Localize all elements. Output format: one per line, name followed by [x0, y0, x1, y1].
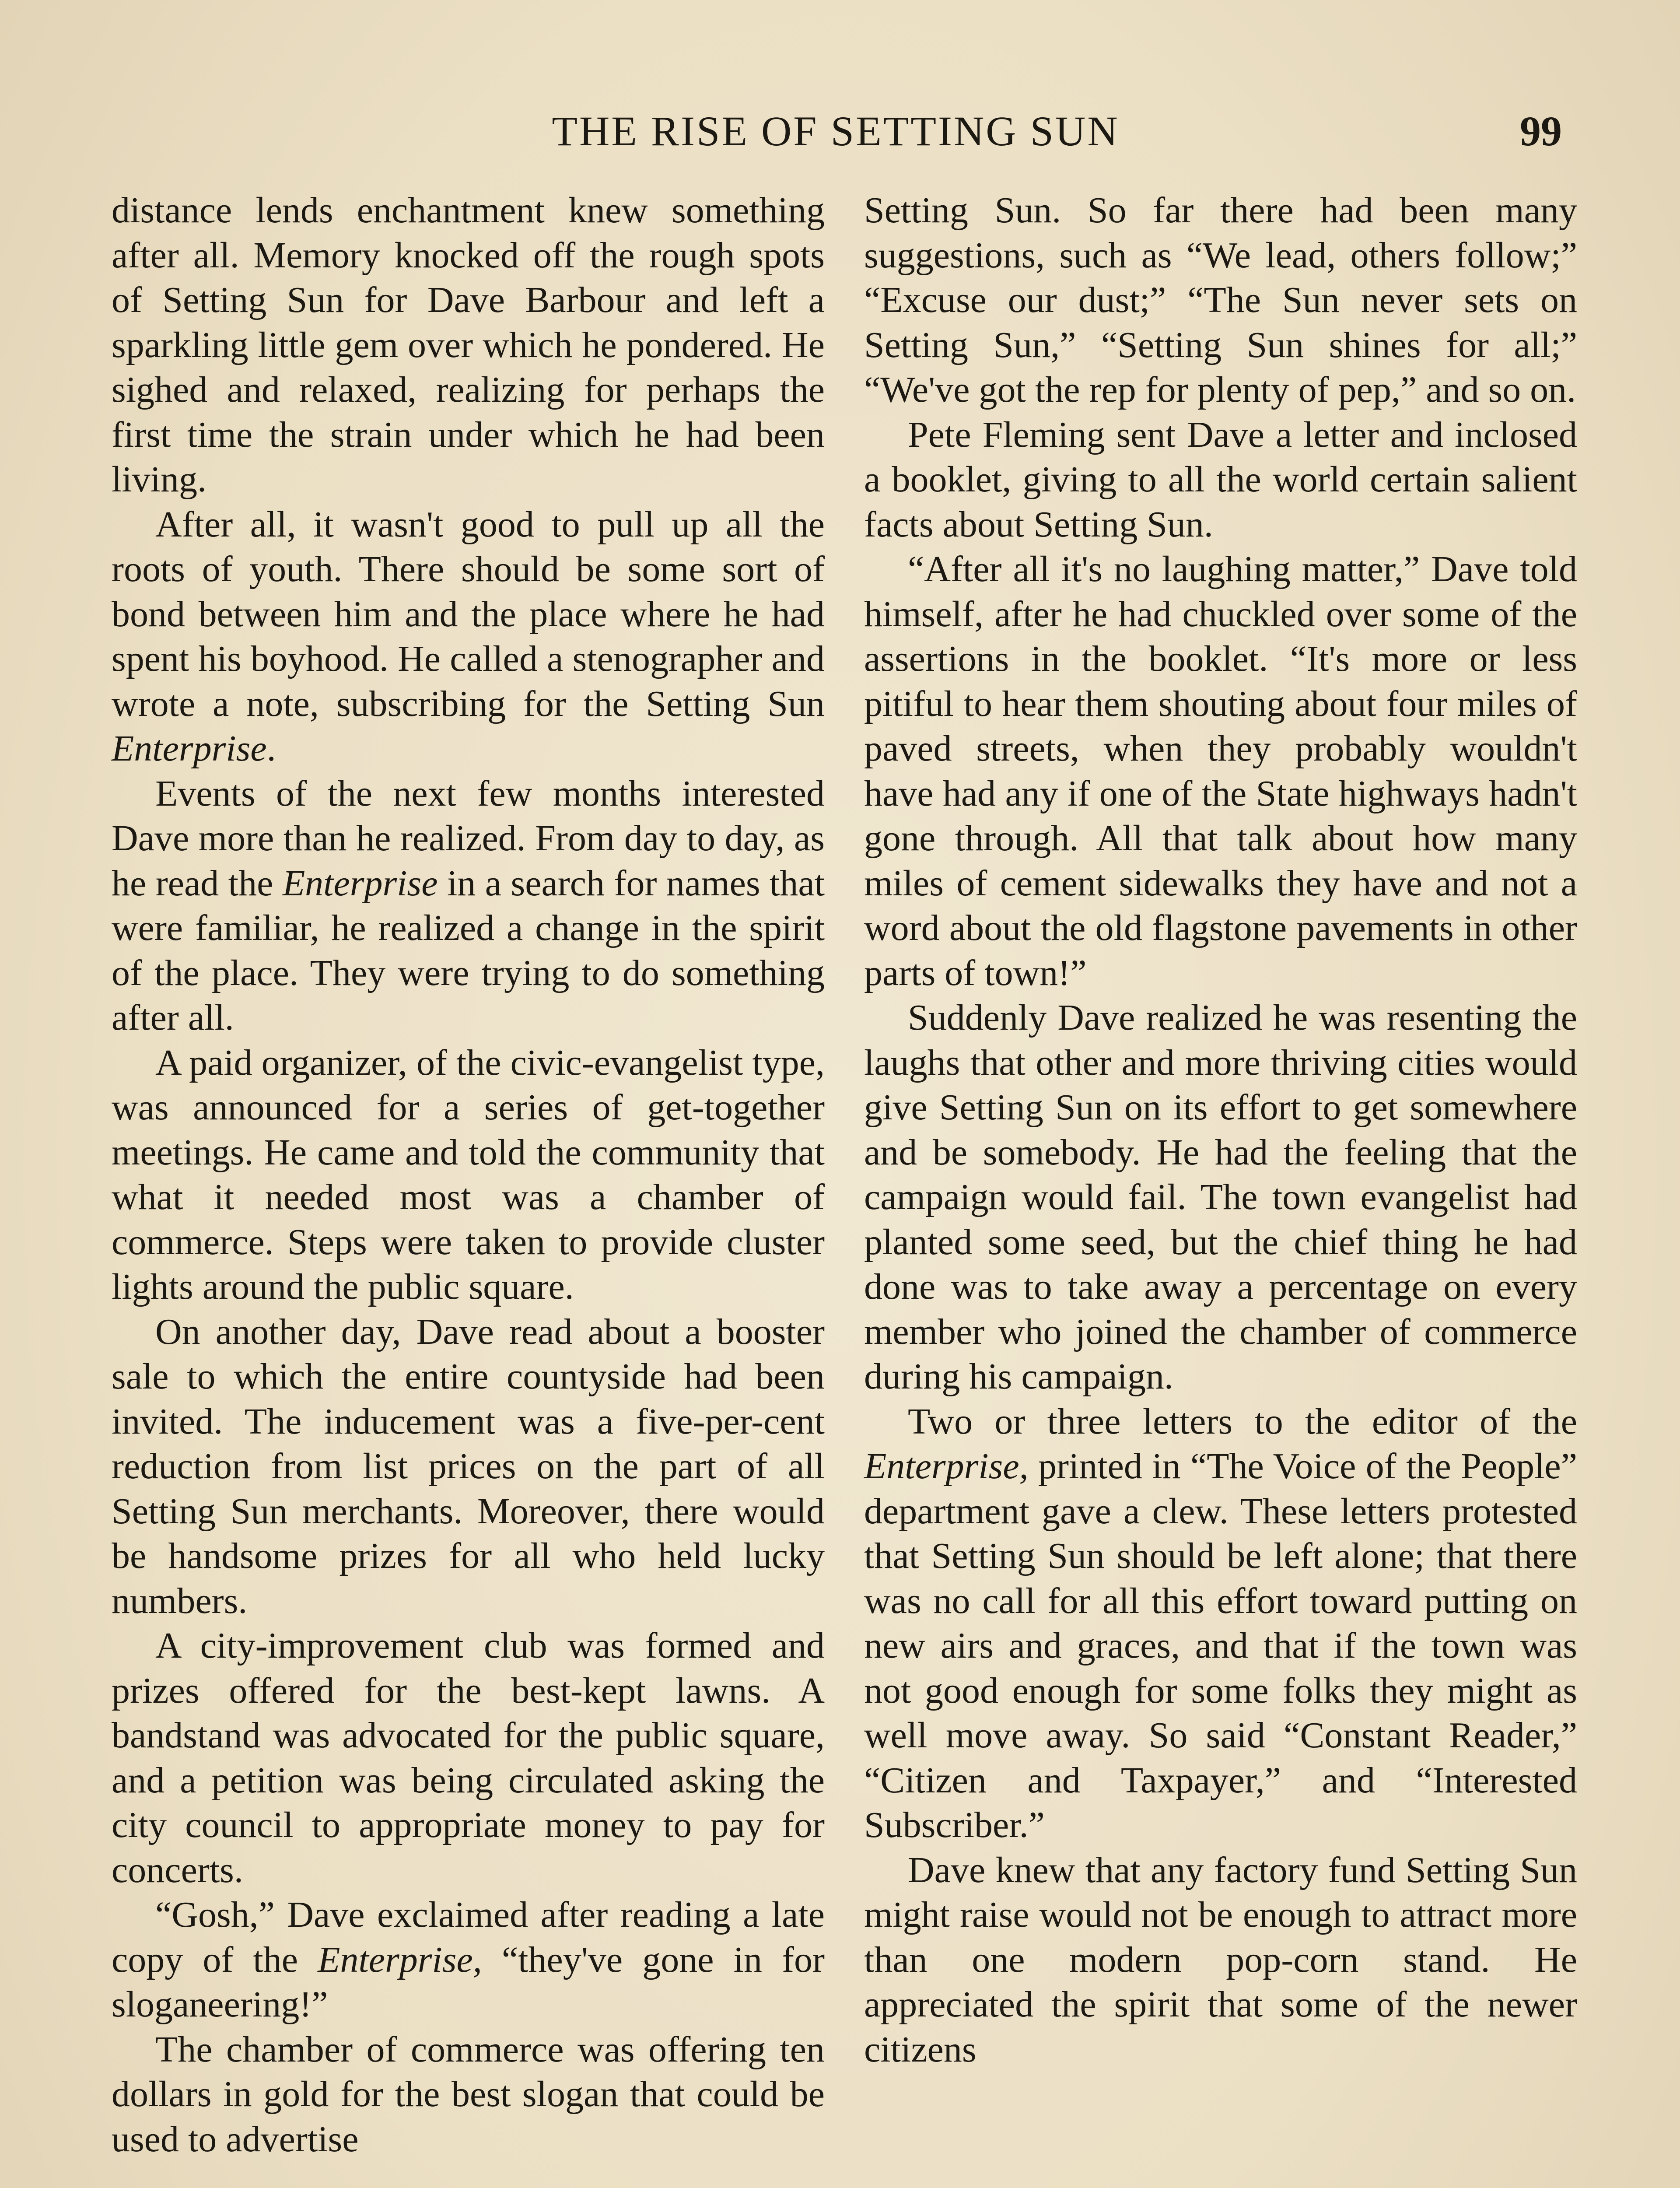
paragraph-text: Pete Fleming sent Dave a letter and inclosed a booklet, giving to all the world certain salient facts about Setting Sun. — [864, 414, 1577, 545]
paragraph — [112, 1310, 825, 1624]
paragraph-text: in a search for names that were familiar, he realized a change in the spirit of the place. They were trying to do something after all. — [112, 863, 825, 1038]
paragraph — [864, 547, 1577, 996]
paragraph-text: Events of the next few months interested Dave more than he realized. From day to day, as he read the — [112, 773, 825, 904]
paragraph-text: On another day, Dave read about a booster sale to which the entire countyside had been invited. The inducement was a five-per-cent reduction from list prices on the part of all Setting Sun merchants. Moreover, there would be handsome prizes for all who held lucky numbers. — [112, 1311, 825, 1621]
italic-title: Enterprise, — [318, 1939, 482, 1980]
paragraph — [864, 188, 1577, 413]
paragraph-text: The chamber of commerce was offering ten dollars in gold for the best slogan that could be used to advertise — [112, 2029, 825, 2160]
paragraph-text: A city-improvement club was formed and prizes offered for the best-kept lawns. A bandstand was advocated for the public square, and a petition was being circulated asking the city council to appropriate money to pay for concerts. — [112, 1625, 825, 1890]
paragraph-text: distance lends enchantment knew something after all. Memory knocked off the rough spots of Setting Sun for Dave Barbour and left a sparkling little gem over which he pondered. He sighed and relaxed, realizing for perhaps the first time the strain under which he had been living. — [112, 190, 825, 500]
paragraph-text: . — [266, 728, 276, 769]
running-title: THE RISE OF SETTING SUN — [552, 108, 1120, 154]
page-number: 99 — [1520, 108, 1562, 154]
paragraph-text: printed in “The Voice of the People” department gave a clew. These letters protested that Setting Sun should be left alone; that there was no call for all this effort toward putting on new airs and graces, and that if the town was not good enough for some folks they might as well move away. So said “Constant Reader,” “Citizen and Taxpayer,” and “Interested Subscriber.” — [864, 1446, 1577, 1845]
paragraph-text: Setting Sun. So far there had been many suggestions, such as “We lead, others follow;” “Excuse our dust;” “The Sun never sets on Setting Sun,” “Setting Sun shines for all;” “We've got the rep for plenty of pep,” and so on. — [864, 190, 1577, 410]
paragraph — [112, 502, 825, 771]
paragraph-text: Two or three letters to the editor of the — [908, 1401, 1577, 1442]
paragraph-text: After all, it wasn't good to pull up all the roots of youth. There should be some sort of bond between him and the place where he had spent his boyhood. He called a stenographer and wrote a note, subscribing for the Setting Sun — [112, 504, 825, 724]
paragraph-text: “Gosh,” Dave exclaimed after reading a late copy of the — [112, 1894, 825, 1980]
paragraph-text: “After all it's no laughing matter,” Dave told himself, after he had chuckled over some of the assertions in the booklet. “It's more or less pitiful to hear them shouting about four miles of paved streets, when they probably wouldn't have had any if one of the State highways hadn't gone through. All that talk about how many miles of cement sidewalks they have and not a word about the old flagstone pavements in other parts of town!” — [864, 549, 1577, 993]
paragraph-text: A paid organizer, of the civic-evangelist type, was announced for a series of get-together meetings. He came and told the community that what it needed most was a chamber of commerce. Steps were taken to provide cluster lights around the public square. — [112, 1042, 825, 1307]
paragraph — [112, 188, 825, 502]
right-column — [864, 188, 1577, 2072]
paragraph-text: Suddenly Dave realized he was resenting the laughs that other and more thriving cities would give Setting Sun on its effort to get somewhere and be somebody. He had the feeling that the campaign would fail. The town evangelist had planted some seed, but the chief thing he had done was to take away a percentage on every member who joined the chamber of commerce during his campaign. — [864, 997, 1577, 1397]
italic-title: Enterprise — [282, 863, 438, 904]
left-column — [112, 188, 825, 2162]
paragraph — [864, 413, 1577, 547]
paragraph — [864, 996, 1577, 1399]
paragraph — [112, 771, 825, 1041]
paragraph — [864, 1399, 1577, 1848]
italic-title: Enterprise — [112, 728, 267, 769]
paragraph — [864, 1848, 1577, 2072]
running-head — [109, 103, 1562, 160]
paragraph — [112, 1041, 825, 1310]
paragraph — [112, 2027, 825, 2162]
paragraph — [112, 1893, 825, 2027]
paragraph-text: “they've gone in for sloganeering!” — [112, 1939, 825, 2025]
paragraph-text: Dave knew that any factory fund Setting Sun might raise would not be enough to attract more than one modern pop-corn stand. He appreciated the spirit that some of the newer citizens — [864, 1849, 1577, 2070]
italic-title: Enterprise, — [864, 1446, 1029, 1487]
paragraph — [112, 1623, 825, 1893]
